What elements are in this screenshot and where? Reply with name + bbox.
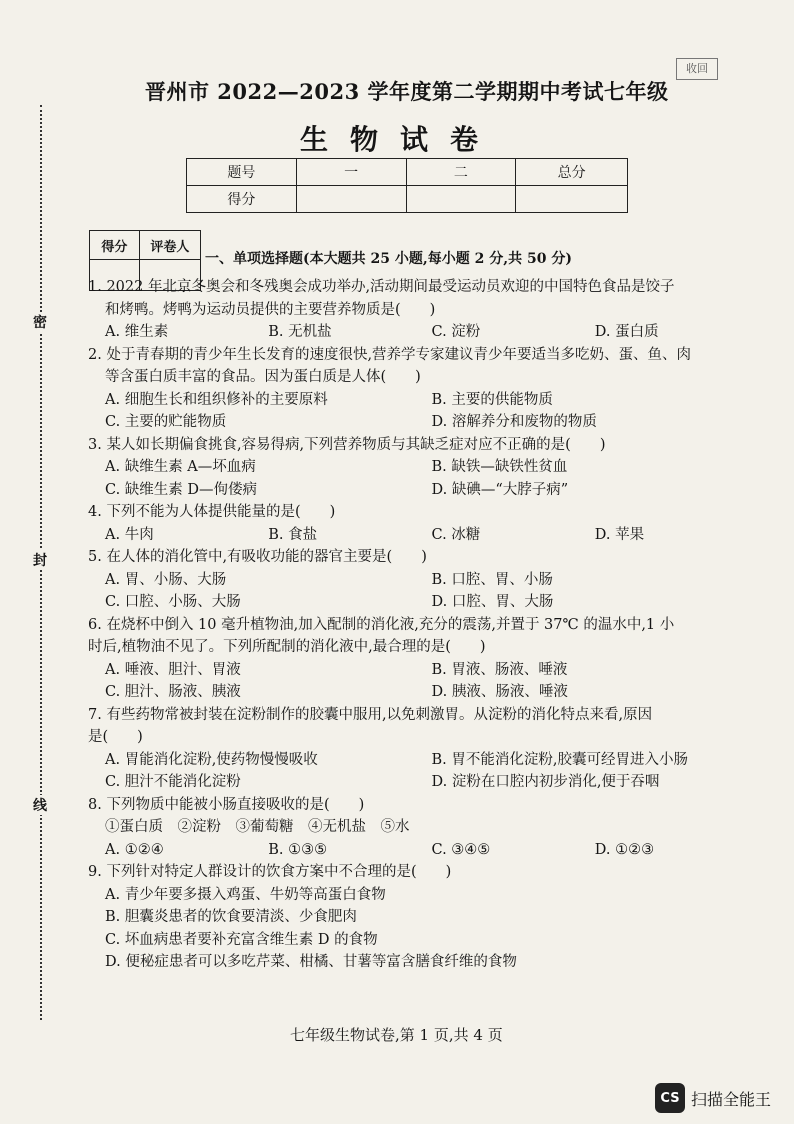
option-c[interactable]: C. ③④⑤ <box>431 841 491 858</box>
question-stem: 等含蛋白质丰富的食品。因为蛋白质是人体( ) <box>105 369 421 385</box>
question-stem: 是( ) <box>88 729 143 745</box>
option-c[interactable]: C. 缺维生素 D—佝偻病 <box>105 481 258 498</box>
option-b[interactable]: B. 食盐 <box>268 526 318 543</box>
question-stem: 3. 某人如长期偏食挑食,容易得病,下列营养物质与其缺乏症对应不正确的是( ) <box>88 436 606 453</box>
option-d[interactable]: D. 淀粉在口腔内初步消化,便于吞咽 <box>431 774 660 790</box>
option-c[interactable]: C. 坏血病患者要补充富含维生素 D 的食物 <box>105 931 378 948</box>
option-b[interactable]: B. 缺铁—缺铁性贫血 <box>431 459 568 475</box>
question-1 <box>88 276 758 344</box>
options <box>88 321 758 344</box>
option-a[interactable]: A. 缺维生素 A—坏血病 <box>105 459 256 475</box>
question-2 <box>88 344 758 434</box>
option-a[interactable]: A. 青少年要多摄入鸡蛋、牛奶等高蛋白食物 <box>105 886 386 903</box>
option-d[interactable]: D. 苹果 <box>594 526 645 543</box>
question-items: ①蛋白质 ②淀粉 ③葡萄糖 ④无机盐 ⑤水 <box>105 819 410 835</box>
score-input-cell[interactable] <box>296 186 406 213</box>
options <box>88 456 758 501</box>
score-cell: 一 <box>296 159 406 186</box>
options <box>88 569 758 614</box>
question-stem: 时后,植物油不见了。下列所配制的消化液中,最合理的是( ) <box>88 639 486 655</box>
question-stem: 8. 下列物质中能被小肠直接吸收的是( ) <box>88 796 365 813</box>
option-d[interactable]: D. 蛋白质 <box>594 324 659 340</box>
question-4 <box>88 501 758 546</box>
option-d[interactable]: D. 口腔、胃、大肠 <box>431 594 554 610</box>
margin-label-xian: 线 <box>30 795 50 815</box>
option-a[interactable]: A. 牛肉 <box>105 526 154 543</box>
options <box>88 389 758 434</box>
score-input-cell[interactable] <box>516 186 628 213</box>
question-6 <box>88 614 758 704</box>
stamp: 收回 <box>676 58 718 80</box>
option-d[interactable]: D. 胰液、肠液、唾液 <box>431 684 568 700</box>
scanner-label: 扫描全能王 <box>691 1090 772 1109</box>
option-d[interactable]: D. 缺碘—“大脖子病” <box>431 481 569 498</box>
question-stem: 和烤鸭。烤鸭为运动员提供的主要营养物质是( ) <box>105 301 436 318</box>
question-3 <box>88 434 758 502</box>
option-d[interactable]: D. 便秘症患者可以多吃芹菜、柑橘、甘薯等富含膳食纤维的食物 <box>105 954 517 970</box>
option-a[interactable]: A. 胃能消化淀粉,使药物慢慢吸收 <box>105 751 318 768</box>
question-stem: 6. 在烧杯中倒入 10 毫升植物油,加入配制的消化液,充分的震荡,并置于 37℃ 的温水中,1 小 <box>88 616 675 633</box>
option-c[interactable]: C. 主要的贮能物质 <box>105 414 227 430</box>
exam-subtitle: 生物试卷 <box>300 123 501 156</box>
question-stem: 4. 下列不能为人体提供能量的是( ) <box>88 504 336 520</box>
question-list <box>88 276 758 974</box>
question-8 <box>88 794 758 862</box>
question-stem: 9. 下列针对特定人群设计的饮食方案中不合理的是( ) <box>88 864 452 880</box>
question-stem: 7. 有些药物常被封装在淀粉制作的胶囊中服用,以免刺激胃。从淀粉的消化特点来看,原因 <box>88 706 653 723</box>
option-d[interactable]: D. ①②③ <box>594 841 655 858</box>
exam-title: 晋州市 2022—2023 学年度第二学期期中考试七年级 <box>145 79 669 104</box>
options <box>88 659 758 704</box>
option-a[interactable]: A. 唾液、胆汁、胃液 <box>105 661 241 678</box>
page-footer: 七年级生物试卷,第 1 页,共 4 页 <box>290 1026 503 1044</box>
option-b[interactable]: B. 胃液、肠液、唾液 <box>431 661 568 678</box>
score-table-header-row <box>187 159 628 186</box>
score-table <box>186 158 628 213</box>
question-stem: 1. 2022 年北京冬奥会和冬残奥会成功举办,活动期间最受运动员欢迎的中国特色食品是饺子 <box>88 279 675 295</box>
option-c[interactable]: C. 冰糖 <box>431 526 481 543</box>
option-c[interactable]: C. 胆汁不能消化淀粉 <box>105 774 241 790</box>
question-stem: 2. 处于青春期的青少年生长发育的速度很快,营养学专家建议青少年要适当多吃奶、蛋、鱼、肉 <box>88 346 692 363</box>
option-d[interactable]: D. 溶解养分和废物的物质 <box>431 414 597 430</box>
question-9 <box>88 861 758 974</box>
question-stem: 5. 在人体的消化管中,有吸收功能的器官主要是( ) <box>88 549 427 565</box>
option-c[interactable]: C. 胆汁、肠液、胰液 <box>105 684 241 700</box>
section-heading: 一、单项选择题(本大题共 25 小题,每小题 2 分,共 50 分) <box>205 251 572 267</box>
option-b[interactable]: B. ①③⑤ <box>268 841 328 858</box>
option-c[interactable]: C. 口腔、小肠、大肠 <box>105 594 241 610</box>
question-7 <box>88 704 758 794</box>
options <box>88 839 758 862</box>
grader-cell: 评卷人 <box>139 231 200 260</box>
options <box>88 884 758 974</box>
score-cell: 题号 <box>187 159 297 186</box>
options <box>88 749 758 794</box>
options <box>88 524 758 547</box>
margin-label-mi: 密 <box>30 312 50 332</box>
score-cell: 总分 <box>516 159 628 186</box>
option-b[interactable]: B. 无机盐 <box>268 324 332 340</box>
score-cell: 二 <box>406 159 516 186</box>
option-b[interactable]: B. 胃不能消化淀粉,胶囊可经胃进入小肠 <box>431 751 688 768</box>
option-a[interactable]: A. 维生素 <box>105 324 169 340</box>
score-table-score-row <box>187 186 628 213</box>
score-input-cell[interactable] <box>406 186 516 213</box>
option-c[interactable]: C. 淀粉 <box>431 324 481 340</box>
option-b[interactable]: B. 口腔、胃、小肠 <box>431 571 553 588</box>
option-b[interactable]: B. 主要的供能物质 <box>431 391 553 408</box>
option-a[interactable]: A. ①②④ <box>105 841 164 858</box>
margin-label-feng: 封 <box>30 550 50 570</box>
camscanner-logo-icon: CS <box>655 1083 685 1113</box>
grader-cell: 得分 <box>90 231 140 260</box>
option-b[interactable]: B. 胆囊炎患者的饮食要清淡、少食肥肉 <box>105 909 357 925</box>
score-cell: 得分 <box>187 186 297 213</box>
option-a[interactable]: A. 胃、小肠、大肠 <box>105 571 227 588</box>
option-a[interactable]: A. 细胞生长和组织修补的主要原料 <box>105 391 328 408</box>
question-5 <box>88 546 758 614</box>
